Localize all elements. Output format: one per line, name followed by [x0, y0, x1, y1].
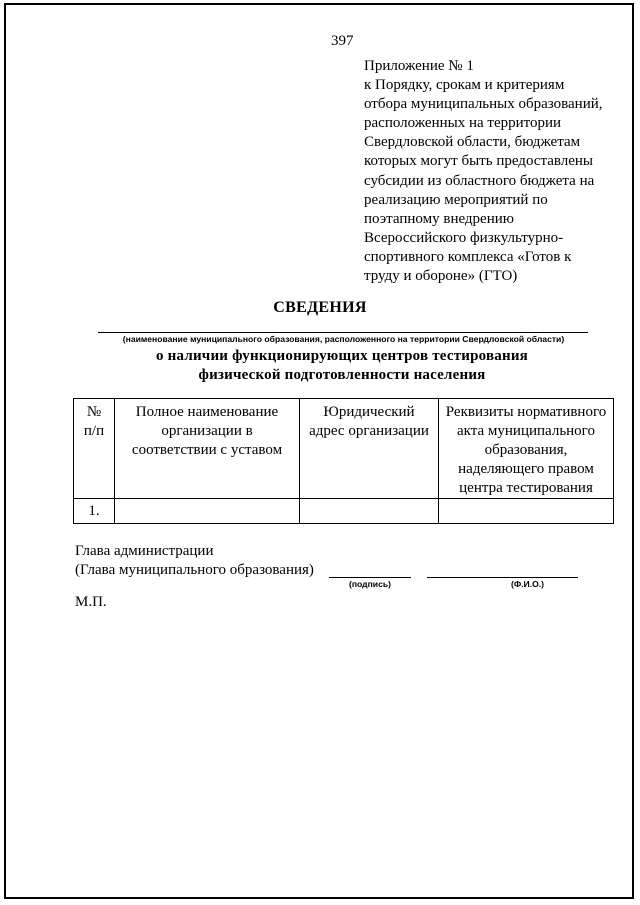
full-name-caption: (Ф.И.О.)	[510, 579, 545, 589]
appendix-line: Приложение № 1	[364, 58, 474, 74]
subtitle-line-1: о наличии функционирующих центров тестирования	[156, 348, 528, 364]
document-title: СВЕДЕНИЯ	[273, 299, 367, 316]
table-cell	[115, 499, 300, 524]
header-number: № п/п	[74, 399, 115, 499]
appendix-line: к Порядку, срокам и критериям	[364, 77, 565, 94]
appendix-line: субсидии из областного бюджета на	[364, 172, 595, 189]
appendix-line: поэтапному внедрению	[364, 210, 514, 227]
table-cell	[300, 499, 439, 524]
header-legal-address: Юридический адрес организации	[300, 399, 439, 499]
signature-caption: (подпись)	[348, 579, 392, 589]
appendix-line: расположенных на территории	[364, 115, 562, 132]
appendix-note	[364, 57, 624, 286]
municipality-name-line	[98, 332, 588, 333]
appendix-line: отбора муниципальных образований,	[364, 96, 603, 113]
appendix-line: Свердловской области, бюджетам	[364, 134, 581, 151]
signature-subtitle: (Глава муниципального образования)	[75, 562, 314, 578]
stamp-place: М.П.	[75, 594, 107, 610]
appendix-line: труду и обороне» (ГТО)	[364, 268, 518, 285]
municipality-name-caption: (наименование муниципального образования, расположенного на территории Свердловской области)	[122, 334, 565, 344]
table-header-row	[74, 399, 614, 499]
full-name-line	[427, 577, 578, 578]
centers-table	[73, 398, 614, 524]
appendix-line: Всероссийского физкультурно-	[364, 229, 564, 246]
signature-line	[329, 577, 411, 578]
header-normative-act: Реквизиты нормативного акта муниципального образования, наделяющего правом центра тестирования	[439, 399, 614, 499]
document-subtitle	[0, 347, 640, 385]
subtitle-line-2: физической подготовленности населения	[198, 367, 486, 383]
appendix-line: реализацию мероприятий по	[364, 191, 548, 208]
appendix-line: которых могут быть предоставлены	[364, 153, 593, 170]
header-org-name: Полное наименование организации в соответствии с уставом	[115, 399, 300, 499]
table-row	[74, 499, 614, 524]
signature-block	[75, 542, 314, 580]
table-cell: 1.	[74, 499, 115, 524]
appendix-line: спортивного комплекса «Готов к	[364, 248, 572, 265]
page-number: 397	[331, 33, 354, 49]
signature-title: Глава администрации	[75, 543, 214, 559]
table-cell	[439, 499, 614, 524]
